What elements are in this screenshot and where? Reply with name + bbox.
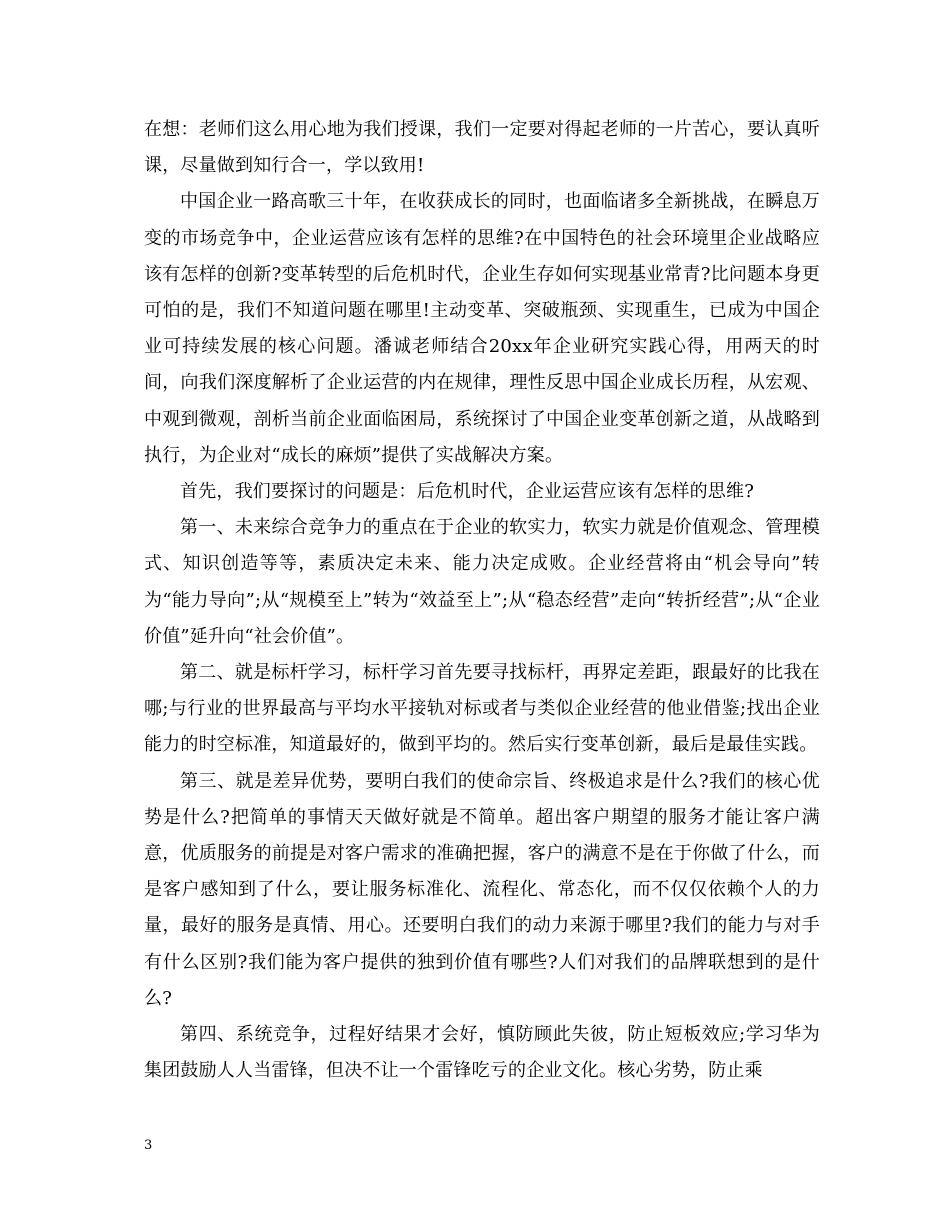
paragraph-point-one: 第一、未来综合竞争力的重点在于企业的软实力，软实力就是价值观念、管理模式、知识创造等等，素质决定未来、能力决定成败。企业经营将由“机会导向”转为“能力导向”;从“规模至上”转为“效益至上”;从“稳态经营”走向“转折经营”;从“企业价值”延升向“社会价值”。 (144, 517, 820, 647)
paragraph-chinese-enterprises: 中国企业一路高歌三十年，在收获成长的同时，也面临诸多全新挑战，在瞬息万变的市场竞争中，企业运营应该有怎样的思维?在中国特色的社会环境里企业战略应该有怎样的创新?变革转型的后危机时代，企业生存如何实现基业常青?比问题本身更可怕的是，我们不知道问题在哪里!主动变革、突破瓶颈、实现重生，已成为中国企业可持续发展的核心问题。潘诚老师结合20xx年企业研究实践心得，用两天的时间，向我们深度解析了企业运营的内在规律，理性反思中国企业成长历程，从宏观、中观到微观，剖析当前企业面临困局，系统探讨了中国企业变革创新之道，从战略到执行，为企业对“成长的麻烦”提供了实战解决方案。 (144, 191, 820, 466)
page-number: 3 (144, 1138, 153, 1153)
paragraph-point-four: 第四、系统竞争，过程好结果才会好，慎防顾此失彼，防止短板效应;学习华为集团鼓励人人当雷锋，但决不让一个雷锋吃亏的企业文化。核心劣势，防止乘 (144, 1024, 820, 1082)
body-text (144, 112, 820, 1089)
paragraph-point-two: 第二、就是标杆学习，标杆学习首先要寻找标杆，再界定差距，跟最好的比我在哪;与行业的世界最高与平均水平接轨对标或者与类似企业经营的他业借鉴;找出企业能力的时空标准，知道最好的，做到平均的。然后实行变革创新，最后是最佳实践。 (144, 662, 820, 756)
paragraph-continuation: 在想：老师们这么用心地为我们授课，我们一定要对得起老师的一片苦心，要认真听课，尽量做到知行合一，学以致用! (144, 119, 820, 177)
paragraph-point-three: 第三、就是差异优势，要明白我们的使命宗旨、终极追求是什么?我们的核心优势是什么?把简单的事情天天做好就是不简单。超出客户期望的服务才能让客户满意，优质服务的前提是对客户需求的准确把握，客户的满意不是在于你做了什么，而是客户感知到了什么，要让服务标准化、流程化、常态化，而不仅仅依赖个人的力量，最好的服务是真情、用心。还要明白我们的动力来源于哪里?我们的能力与对手有什么区别?我们能为客户提供的独到价值有哪些?人们对我们的品牌联想到的是什么? (144, 770, 820, 1009)
paragraph-first-question: 首先，我们要探讨的问题是：后危机时代，企业运营应该有怎样的思维? (180, 481, 755, 503)
